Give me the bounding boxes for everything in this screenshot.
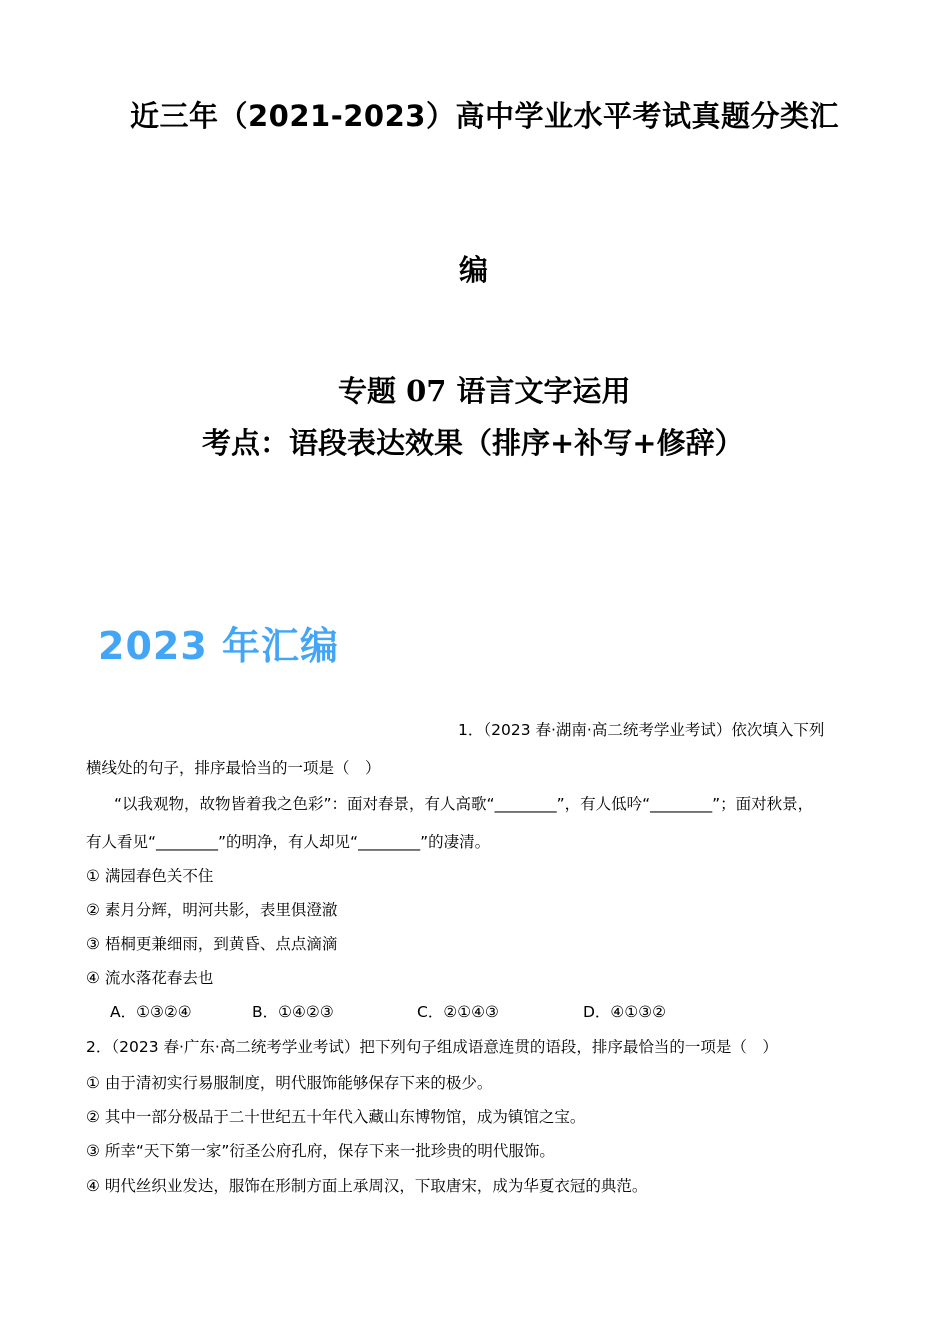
question-1-stem-line2: 横线处的句子，排序最恰当的一项是（ ）	[86, 759, 381, 777]
question-1-option-b: B．①④②③	[252, 1003, 334, 1021]
question-2-item-2: ② 其中一部分极品于二十世纪五十年代入藏山东博物馆，成为镇馆之宝。	[86, 1108, 586, 1126]
topic-title: 专题 07 语言文字运用	[338, 374, 631, 408]
question-1-item-4: ④ 流水落花春去也	[86, 969, 214, 987]
question-1-option-c: C．②①④③	[417, 1003, 499, 1021]
document-title-line1: 近三年（2021-2023）高中学业水平考试真题分类汇	[130, 99, 839, 133]
document-title-line2: 编	[459, 253, 489, 287]
question-2-stem: 2．（2023 春·广东·高二统考学业考试）把下列句子组成语意连贯的语段，排序最恰当的一项是（ ）	[86, 1038, 778, 1056]
question-2-item-1: ① 由于清初实行易服制度，明代服饰能够保存下来的极少。	[86, 1074, 493, 1092]
question-1-item-1: ① 满园春色关不住	[86, 867, 214, 885]
question-1-stem-line1: 1．（2023 春·湖南·高二统考学业考试）依次填入下列	[458, 721, 825, 739]
question-1-passage-line2: 有人看见“________”的明净，有人却见“________”的凄清。	[86, 833, 491, 851]
question-2-item-3: ③ 所幸“天下第一家”衍圣公府孔府，保存下来一批珍贵的明代服饰。	[86, 1142, 555, 1160]
question-1-item-3: ③ 梧桐更兼细雨，到黄昏、点点滴滴	[86, 935, 338, 953]
exam-point-title: 考点：语段表达效果（排序+补写+修辞）	[202, 426, 744, 460]
question-2-item-4: ④ 明代丝织业发达，服饰在形制方面上承周汉，下取唐宋，成为华夏衣冠的典范。	[86, 1177, 648, 1195]
year-section-heading: 2023 年汇编	[98, 624, 339, 668]
question-1-passage-line1: “以我观物，故物皆着我之色彩”：面对春景，有人高歌“________”，有人低吟“________”；面对秋景，	[114, 795, 814, 813]
question-1-item-2: ② 素月分辉，明河共影，表里俱澄澈	[86, 901, 338, 919]
question-1-option-a: A．①③②④	[110, 1003, 192, 1021]
question-1-option-d: D．④①③②	[583, 1003, 667, 1021]
